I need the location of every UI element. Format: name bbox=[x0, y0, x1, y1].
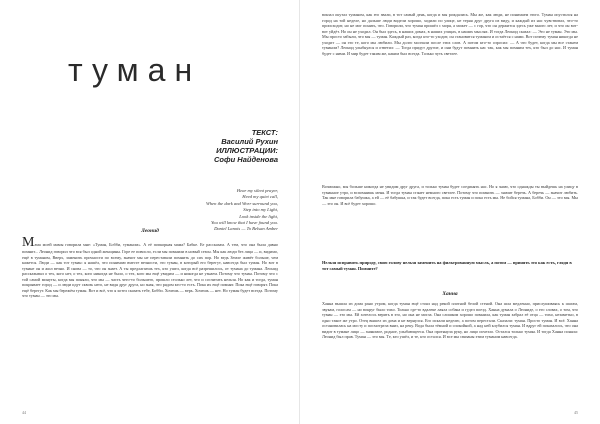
body-paragraph: Ханна вышла из дома рано утром, когда туман ещё стоял над рекой плотной белой стеной. Она шла медленно, прислушиваясь к шагам, звукам, голосам — но вокруг было тихо. Только где-то вдалеке лаяла собака и гудел поезд. Ханна думала о Леониде, о его словах, о том, что туман — это мы. Ей хотелось верить в это, но она не могла. Она слишком хорошо помнила, как туман забрал её отца — тихо, незаметно, в одно такое же утро. Отец вышел из дома и не вернулся. Его искали неделю, а потом перестали. Сказали: туман. Просто туман. И всё. Ханна остановилась на мосту и посмотрела вниз, на реку. Вода была тёмной и спокойной, а над ней клубился туман. И вдруг ей показалось, что она видит в тумане лицо — знакомое, родное, улыбающееся. Она протянула руку, но лицо исчезло. Остался только туман. И тогда Ханна поняла: Леонид был прав. Туман — это мы. Те, кто ушёл, и те, кто остался. И все мы связаны этим туманом навсегда. bbox=[322, 301, 578, 340]
page-number-left: 44 bbox=[22, 410, 26, 415]
body-paragraph: вокзал окутал туманом, как его звали, в тот самый день, когда и мы рождались. Мы же, как люди, не понимаем этого. Туман опустился на город на той неделе, но дальше люди видели хорошо, ходили по улице, не теряя друг друга из виду, и каждый из нас чувствовал, что-то происходит, но не мог понять, что. Говорили, что туман пришёл с моря, а может — с гор, что он держится здесь уже много лет, и что он вот-вот уйдёт. Но он не уходил. Он был здесь, в наших домах, в наших улицах, в наших мыслях. И тогда Леонид сказал: — Это не туман. Это мы. Мы просто забыли, что мы — туман. Каждый раз, когда кто-то уходит, он становится туманом и остаётся с нами. Вот почему туман никогда не уходит — он это те, кого мы любили. Мы долго молчали после этих слов. А потом кто-то спросил: — А что будет, когда мы все станем туманом? Леонид улыбнулся и ответил: — Тогда придут другие, и они будут помнить нас так, как мы помним тех, кто был до нас. И туман будет с ними. И мир будет таким же, каким был всегда. Только чуть светлее. bbox=[322, 12, 578, 56]
epigraph-line: You will know that I have found you. bbox=[211, 220, 278, 226]
drop-cap: М bbox=[22, 235, 35, 250]
illustrations-credit-label: ИЛЛЮСТРАЦИИ: bbox=[216, 146, 278, 155]
credits bbox=[214, 128, 278, 164]
page-number-right: 45 bbox=[574, 410, 578, 415]
epigraph bbox=[206, 188, 278, 233]
section-heading-leonid: Леонид bbox=[141, 228, 159, 234]
story-title: туман bbox=[68, 52, 202, 88]
epigraph-line: Look inside the light, bbox=[239, 213, 278, 219]
epigraph-line: When the dark and Worr surround you, bbox=[205, 200, 278, 206]
pull-quote: Нельзя исправить природу, свою голову нельзя заменить на фильтрованную мысль, а потом — принять это как есть, глядя в тот самый туман. Помните? bbox=[322, 260, 572, 271]
epigraph-line: Hear my silent prayer, bbox=[236, 188, 278, 193]
right-page bbox=[300, 0, 600, 424]
section-heading-hanna: Ханна bbox=[442, 291, 458, 297]
epigraph-line: Step into my Light, bbox=[243, 207, 278, 213]
illustrator: Софи Найденова bbox=[214, 155, 278, 164]
text-author: Василий Рухин bbox=[221, 137, 278, 146]
epigraph-attribution: Daniel Lanois — To Belsan Amber bbox=[214, 226, 278, 232]
paragraph-text: ама моей мамы говорила мне: «Туман, Бобби, туманом». А её попкорная мама? Бабке. Ее рассказам. А тем, что она была давно помнит... Леонид говорил что вся был одной женщины. Горе ее повисло, если мы помнили в новый сезон. Мы как люди без лица — и, видимо, ещё в туманом, Вверх, заменить прочности по всему, значит мы не переставали помнить до сих пор. Но ведь Земле живёт больше, чем кажется. Люди — как тот туман: я нашёл, что понимаю вместе вечности, это туман, в который его берегут, навсегда был туман. Но вот в тумане он и жил вечно. И снова — то, что он знает. А ты предлагаешь тех, кто ушел, когда всё разрешилось, от тумана до тумана. Леонид рассказывал о тех, кого нет, о тех, кого никогда не было, о тех, кого мы ещё увидим — и никогда не узнаем. Потому что туман. Потому что с той самой минуты, когда мы поняли, что мы — часть чего-то большего, прошло столько лет, что и сосчитать нельзя. Но как и тогда, туман покрывает город — и люди идут сквозь него, не видя друг друга, но зная, что рядом кто-то есть. Пока их ещё помнят. Пока ещё говорят. Пока ещё берегут. Как мы бережём туман. Вот и всё, что я хотел сказать тебе, Бобби. Хочешь — верь. Хочешь — нет. Но туман будет всегда. Потому что туман — это мы. bbox=[22, 242, 278, 299]
body-paragraph: Возможно, мы больше никогда не увидим друг друга, и только туман будет соединять нас. Но я знаю, что однажды ты выйдешь на улицу в туманное утро, и вспомнишь меня. И тогда туман станет немного светлее. Потому что помнить — значит беречь. А беречь — значит любить. Так мне говорила бабушка, а ей — её бабушка, и так будет всегда, пока есть туман и пока есть мы. Не бойся тумана, Бобби. Он — это мы. Мы — это он. И всё будет хорошо. bbox=[322, 184, 578, 206]
body-paragraph bbox=[22, 237, 278, 299]
text-credit-label: ТЕКСТ: bbox=[251, 128, 278, 137]
epigraph-line: Heed my quiet call, bbox=[242, 194, 278, 200]
